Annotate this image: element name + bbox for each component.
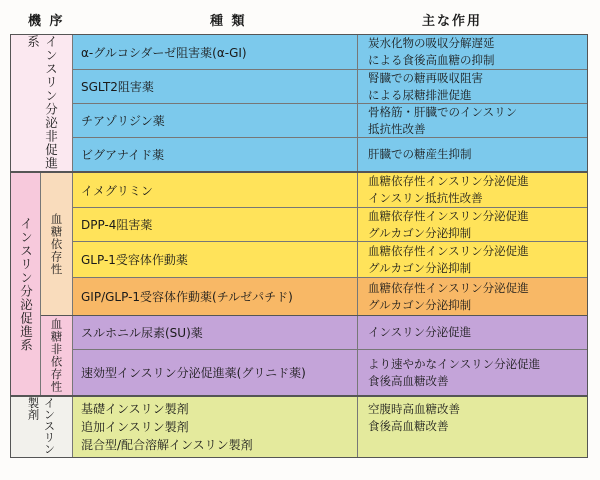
table-row: [73, 397, 587, 457]
drug-type: GLP-1受容体作動薬: [81, 253, 188, 267]
drug-effect: [357, 242, 587, 277]
header-type: 種 類: [210, 14, 247, 29]
table-row: [73, 69, 587, 103]
effect-line: 血糖依存性インスリン分泌促進: [368, 208, 529, 223]
drug-effect: [357, 173, 587, 207]
effect-line: 空腹時高血糖改善: [368, 402, 460, 416]
effect-line: 血糖依存性インスリン分泌促進: [368, 174, 529, 188]
effect-line: 炭水化物の吸収分解遅延: [368, 36, 495, 50]
subgroup-label-glucose-dependent: 血糖依存性: [41, 173, 73, 315]
drug-type: 速効型インスリン分泌促進薬(グリニド薬): [81, 366, 306, 380]
drug-type: [73, 397, 357, 457]
group-label-non-secretagogue: インスリン分泌非促進系: [11, 35, 73, 171]
drug-table: [10, 34, 588, 458]
header-mechanism: 機 序: [28, 14, 65, 29]
drug-effect: [357, 397, 587, 457]
effect-line: 肝臓での糖産生抑制: [368, 147, 472, 161]
effect-line: より速やかなインスリン分泌促進: [368, 356, 541, 371]
effect-line: 食後高血糖改善: [368, 373, 449, 388]
effect-line: グルカゴン分泌抑制: [368, 297, 472, 312]
drug-type: DPP-4阻害薬: [81, 218, 153, 232]
effect-line: 骨格筋・肝臓でのインスリン: [368, 104, 518, 119]
header-main-effect: 主な作用: [422, 14, 483, 29]
drug-effect: [357, 316, 587, 349]
table-row: [73, 137, 587, 171]
group-non-secretagogue: [11, 35, 587, 171]
table-row: [73, 35, 587, 69]
drug-type: ビグアナイド薬: [81, 148, 165, 162]
effect-line: 食後高血糖改善: [368, 419, 449, 433]
group-insulin: [11, 397, 587, 457]
drug-effect: [357, 70, 587, 103]
effect-line: インスリン分泌促進: [368, 325, 472, 339]
effect-line: による尿糖排泄促進: [368, 87, 472, 102]
effect-line: 抵抗性改善: [368, 121, 426, 136]
drug-type: SGLT2阻害薬: [81, 80, 154, 94]
effect-line: グルカゴン分泌抑制: [368, 260, 472, 275]
effect-line: グルカゴン分泌抑制: [368, 225, 472, 240]
table-row: [73, 103, 587, 137]
effect-line: インスリン抵抗性改善: [368, 191, 483, 205]
table-row: [73, 349, 587, 395]
table-row: [73, 277, 587, 315]
group-label-insulin: インスリン製剤: [11, 397, 73, 457]
table-row: [73, 316, 587, 349]
drug-effect: [357, 138, 587, 171]
drug-effect: [357, 104, 587, 137]
effect-line: 血糖依存性インスリン分泌促進: [368, 280, 529, 295]
table-row: [73, 241, 587, 277]
drug-type: イメグリミン: [81, 183, 153, 198]
table-row: [73, 173, 587, 207]
drug-effect: [357, 350, 587, 395]
drug-type: GIP/GLP-1受容体作動薬(チルゼパチド): [81, 290, 293, 304]
drug-effect: [357, 35, 587, 69]
group-label-secretagogue: インスリン分泌促進系: [11, 173, 41, 395]
effect-line: による食後高血糖の抑制: [368, 53, 495, 67]
effect-line: 血糖依存性インスリン分泌促進: [368, 243, 529, 258]
drug-effect: [357, 208, 587, 241]
insulin-type-line: 混合型/配合溶解インスリン製剤: [81, 438, 253, 452]
drug-effect: [357, 278, 587, 315]
drug-type: スルホニル尿素(SU)薬: [81, 326, 203, 340]
table-row: [73, 207, 587, 241]
insulin-type-line: 基礎インスリン製剤: [81, 402, 189, 416]
subgroup-label-glucose-independent: 血糖非依存性: [41, 316, 73, 395]
drug-type: チアゾリジン薬: [81, 114, 165, 128]
drug-type: α-グルコシダーゼ阻害薬(α-GI): [81, 45, 247, 60]
insulin-type-line: 追加インスリン製剤: [81, 420, 189, 434]
group-secretagogue: [11, 173, 587, 395]
effect-line: 腎臓での糖再吸収阻害: [368, 70, 483, 85]
